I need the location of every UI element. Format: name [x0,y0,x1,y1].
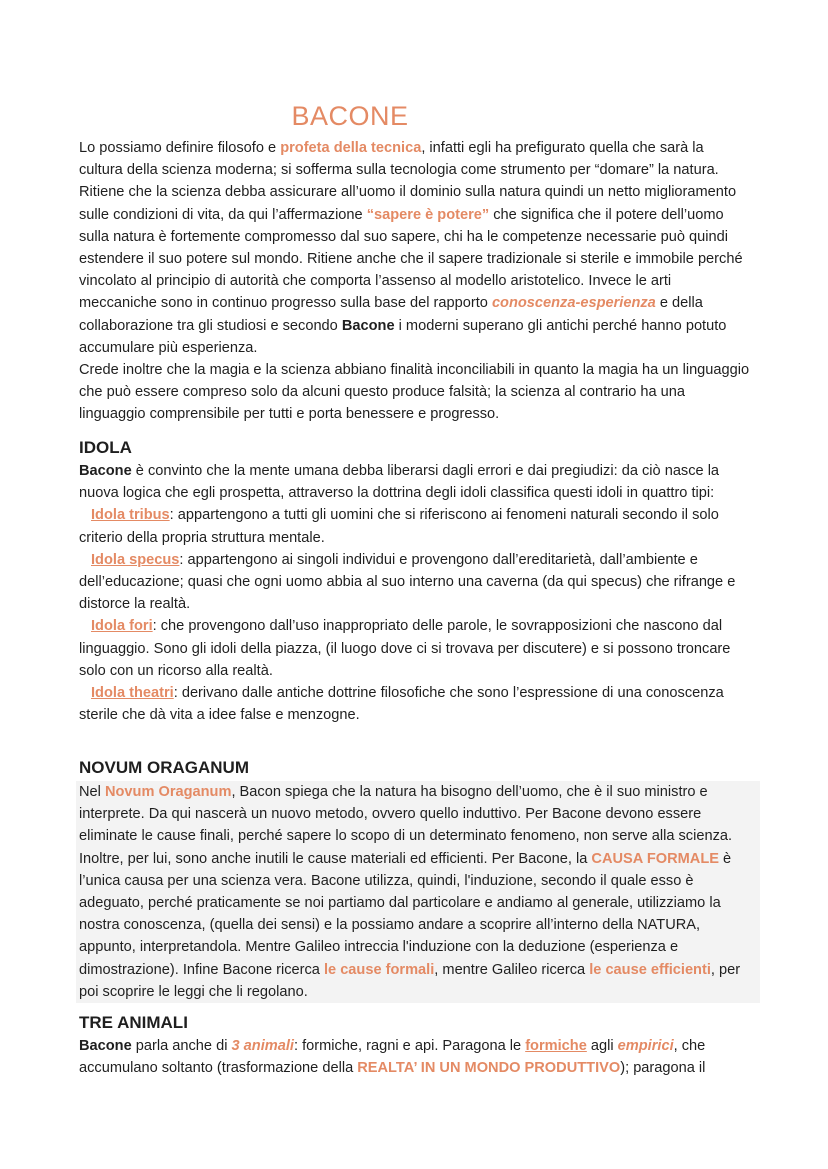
keyword-conoscenza-esperienza: conoscenza-esperienza [491,295,656,312]
keyword-novum-organum: Novum Oraganum [104,784,232,800]
intro-text-2: , infatti egli ha prefigurato quella che sarà la cultura della scienza moderna; si sofferma sulla tecnologia come strumento per “domare” la natura. Ritiene che la scienza debba assicurare all’uomo il dominio sulla natura quindi un netto miglioramento sulle condizioni di vita, da qui l’affermazione [79,140,737,223]
page-title: BACONE [291,101,409,131]
keyword-sapere-potere: “sapere è potere” [366,206,490,223]
term-idola-fori: Idola fori [91,618,153,635]
novum-text-2: , Bacon spiega che la natura ha bisogno dell’uomo, che è il suo ministro e interprete. Da qui nascerà un nuovo metodo, ovvero quello induttivo. Per Bacone devono essere eliminate le cause finali, perché sapere lo scopo di un determinato fenomeno, non serve alla scienza. Inoltre, per lui, sono anche inutili le cause materiali ed efficienti. Per Bacone, la [79,784,733,867]
novum-text-1: Nel [79,784,105,800]
tre-text-1: parla anche di [131,1038,232,1054]
intro-text-4: e della collaborazione tra gli studiosi e secondo [79,295,703,334]
tre-text-3: agli [586,1038,618,1054]
term-idola-tribus: Idola tribus [91,507,170,524]
tre-animali-paragraph [79,1035,751,1079]
heading-novum-organum: NOVUM ORAGANUM [79,758,249,777]
idola-paragraph [79,460,751,726]
text-idola-theatri: : derivano dalle antiche dottrine filosofiche che sono l’espressione di una conoscenza sterile che dà vita a idee false e menzogne. [79,685,724,724]
keyword-bacone: Bacone [341,317,395,334]
novum-paragraph [79,781,751,1003]
keyword-cause-formali: le cause formali [323,961,435,978]
intro-text-5: i moderni superano gli antichi perché hanno potuto accumulare più esperienza. [79,317,727,356]
text-idola-tribus: : appartengono a tutti gli uomini che si riferiscono ai fenomeni naturali secondo il solo criterio della propria struttura mentale. [79,507,719,546]
tre-text-2: : formiche, ragni e api. Paragona le [293,1038,526,1054]
tre-text-5: ); paragona il [620,1060,706,1077]
intro-text-3: che significa che il potere dell’uomo sulla natura è fortemente compromesso dal suo sapere, chi ha le competenze necessarie può quindi estendere il suo potere sul mondo. Ritiene anche che il sapere tradizionale si sterile e immobile perché vincolato al principio di autorità che comporta l’assenso al modello aristotelico. Invece le arti meccaniche sono in continuo progresso sulla base del rapporto [79,206,743,312]
intro-paragraph [79,137,751,426]
intro-text-1: Lo possiamo definire filosofo e [79,140,281,156]
idola-lead-text: è convinto che la mente umana debba liberarsi dagli errori e dai pregiudizi: da ciò nasce la nuova logica che egli prospetta, attraverso la dottrina degli idoli classifica questi idoli in quattro tipi: [79,463,720,502]
keyword-profeta-tecnica: profeta della tecnica [280,140,422,156]
keyword-causa-formale: CAUSA FORMALE [591,850,719,867]
novum-text-3: è l’unica causa per una scienza vera. Bacone utilizza, quindi, l'induzione, secondo il quale esso è adeguato, perché praticamente se noi partiamo dal particolare e andiamo al generale, utilizziamo la nostra conoscenza, (quella dei sensi) e la possiamo andare a scoprire all’interno della NATURA, appunto, interpretandola. Mentre Galileo intreccia l'induzione con la deduzione (esperienza e dimostrazione). Infine Bacone ricerca [79,850,732,978]
keyword-3-animali: 3 animali [231,1038,294,1054]
tre-text-4: , che accumulano soltanto (trasformazione della [79,1038,706,1077]
tre-bacone-bold: Bacone [79,1038,132,1054]
heading-tre-animali: TRE ANIMALI [79,1013,188,1032]
term-idola-specus: Idola specus [91,551,180,568]
intro-text-6: Crede inoltre che la magia e la scienza abbiano finalità inconciliabili in quanto la magia ha un linguaggio che può essere compreso solo da alcuni questo produce falsità; la scienza al contrario ha una linguaggio comprensibile per tutti e porta benessere e progresso. [79,362,750,423]
keyword-realta-mondo-produttivo: REALTA’ IN UN MONDO PRODUTTIVO [357,1060,621,1077]
idola-lead-bold: Bacone [79,463,132,479]
text-idola-specus: : appartengono ai singoli individui e provengono dall’ereditarietà, dall’ambiente e dell’educazione; quasi che ogni uomo abbia al suo interno una caverna (da qui specus) che rifrange e distorce la realtà. [79,551,736,613]
novum-text-5: , per poi scoprire le leggi che li regolano. [79,961,741,1000]
keyword-empirici: empirici [617,1038,674,1054]
heading-idola: IDOLA [79,438,132,457]
keyword-cause-efficienti: le cause efficienti [589,961,711,978]
novum-text-4: , mentre Galileo ricerca [434,961,590,978]
text-idola-fori: : che provengono dall’uso inappropriato delle parole, le sovrapposizioni che nascono dal linguaggio. Sono gli idoli della piazza, (il luogo dove ci si trovava per discutere) e si possono troncare solo con un ricorso alla realtà. [79,618,731,679]
term-idola-theatri: Idola theatri [91,685,174,702]
keyword-formiche: formiche [525,1038,587,1054]
